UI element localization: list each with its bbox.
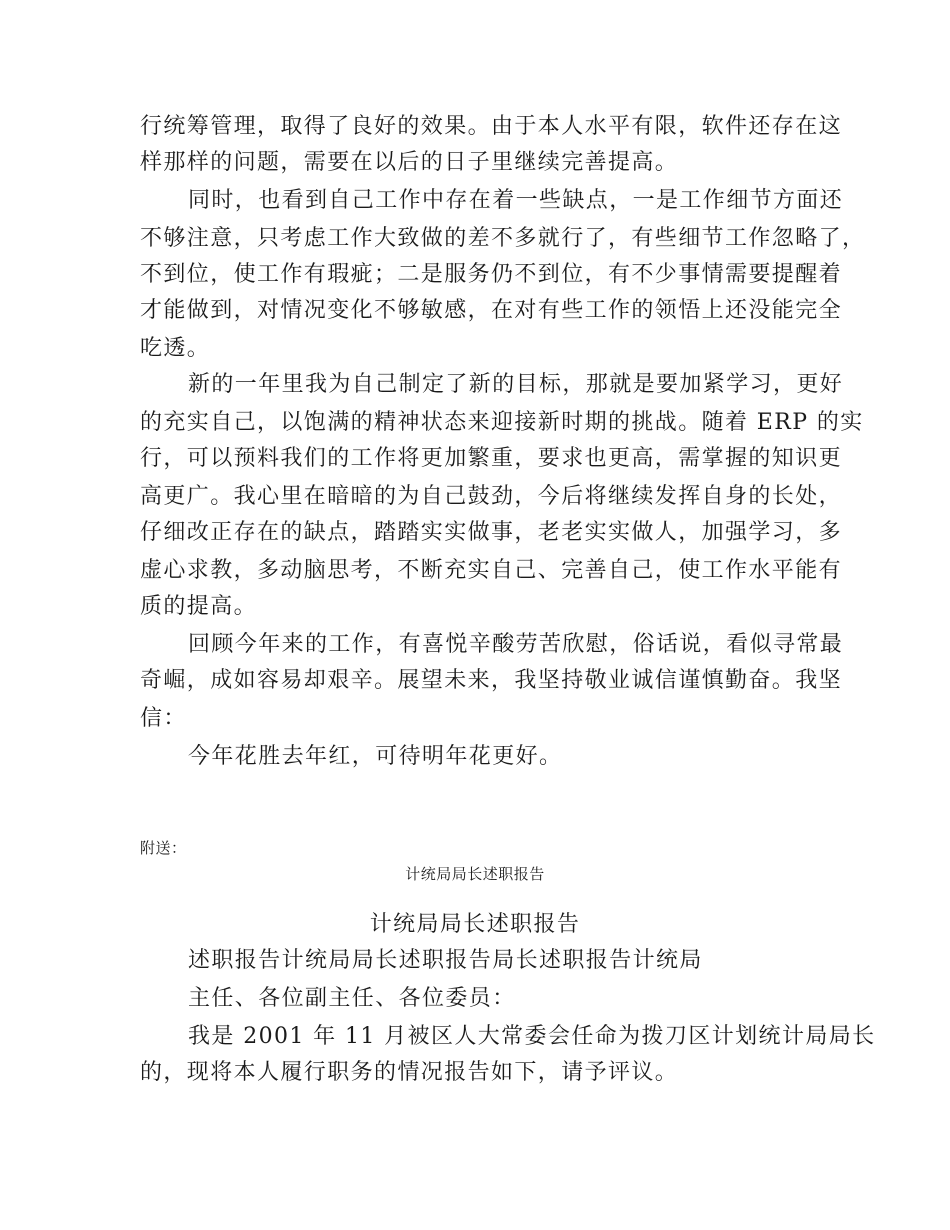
appendix-small-title: 计统局局长述职报告 [405, 865, 545, 883]
paragraph-3-line-3: 行，可以预料我们的工作将更加繁重，要求也更高，需掌握的知识更 [140, 446, 843, 471]
paragraph-1-line-1: 行统筹管理，取得了良好的效果。由于本人水平有限，软件还存在这 [140, 114, 843, 139]
paragraph-3-line-7: 质的提高。 [140, 594, 258, 619]
paragraph-2-line-1: 同时，也看到自己工作中存在着一些缺点，一是工作细节方面还 [188, 188, 844, 213]
paragraph-4-line-1: 回顾今年来的工作，有喜悦辛酸劳苦欣慰，俗话说，看似寻常最 [188, 632, 844, 657]
paragraph-3-line-5: 仔细改正存在的缺点，踏踏实实做事，老老实实做人，加强学习，多 [140, 520, 843, 545]
paragraph-3-line-6: 虚心求教，多动脑思考，不断充实自己、完善自己，使工作水平能有 [140, 558, 843, 583]
appendix-paragraph-line-1: 我是 2001 年 11 月被区人大常委会任命为拨刀区计划统计局局长 [188, 1024, 876, 1049]
paragraph-1-line-2: 样那样的问题，需要在以后的日子里继续完善提高。 [140, 150, 679, 175]
paragraph-2-line-4: 才能做到，对情况变化不够敏感，在对有些工作的领悟上还没能完全 [140, 298, 843, 323]
appendix-title: 计统局局长述职报告 [369, 912, 581, 937]
appendix-keywords: 述职报告计统局局长述职报告局长述职报告计统局 [188, 948, 703, 973]
paragraph-2-line-3: 不到位，使工作有瑕疵；二是服务仍不到位，有不少事情需要提醒着 [140, 262, 843, 287]
paragraph-4-line-2: 奇崛，成如容易却艰辛。展望未来，我坚持敬业诚信谨慎勤奋。我坚 [140, 668, 843, 693]
appendix-salutation: 主任、各位副主任、各位委员： [188, 986, 516, 1011]
closing-line: 今年花胜去年红，可待明年花更好。 [188, 744, 563, 769]
paragraph-3-line-4: 高更广。我心里在暗暗的为自己鼓劲，今后将继续发挥自身的长处， [140, 484, 843, 509]
paragraph-3-line-2: 的充实自己，以饱满的精神状态来迎接新时期的挑战。随着 ERP 的实 [140, 410, 864, 435]
appendix-paragraph-line-2: 的，现将本人履行职务的情况报告如下，请予评议。 [140, 1060, 679, 1085]
paragraph-2-line-2: 不够注意，只考虑工作大致做的差不多就行了，有些细节工作忽略了， [140, 226, 866, 251]
paragraph-2-line-5: 吃透。 [140, 336, 211, 361]
paragraph-4-line-3: 信： [140, 706, 187, 731]
paragraph-3-line-1: 新的一年里我为自己制定了新的目标，那就是要加紧学习，更好 [188, 372, 844, 397]
appendix-label: 附送： [140, 839, 187, 857]
